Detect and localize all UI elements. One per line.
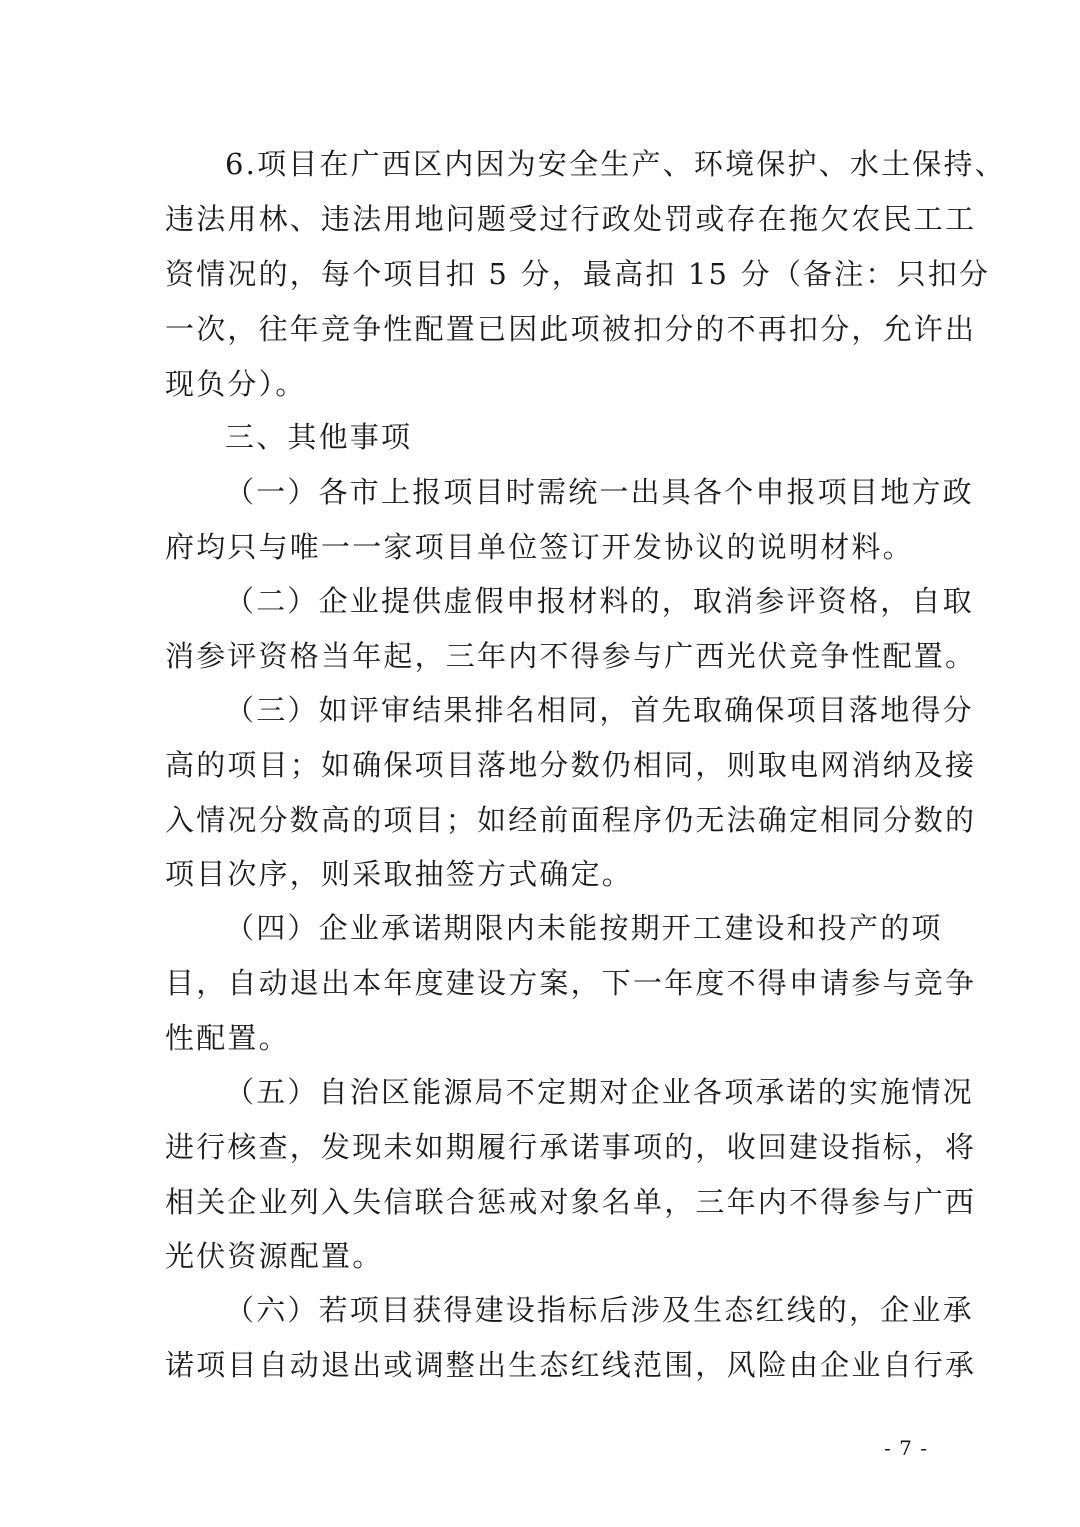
text-line: 目，自动退出本年度建设方案，下一年度不得申请参与竞争 <box>165 966 977 1000</box>
text-line: 进行核查，发现未如期履行承诺事项的，收回建设指标，将 <box>165 1130 977 1164</box>
text-line: 现负分）。 <box>165 367 307 401</box>
page-number: - 7 - <box>884 1436 928 1460</box>
section-heading: 三、其他事项 <box>225 420 413 454</box>
text-line: （三）如评审结果排名相同，首先取确保项目落地得分 <box>225 693 974 727</box>
text-line: 入情况分数高的项目；如经前面程序仍无法确定相同分数的 <box>165 803 977 837</box>
text-line: （六）若项目获得建设指标后涉及生态红线的，企业承 <box>225 1293 974 1327</box>
text-line: （五）自治区能源局不定期对企业各项承诺的实施情况 <box>225 1075 974 1109</box>
text-line: 性配置。 <box>165 1021 290 1055</box>
text-line: 6.项目在广西区内因为安全生产、环境保护、水土保持、 <box>225 147 1006 181</box>
text-line: 相关企业列入失信联合惩戒对象名单，三年内不得参与广西 <box>165 1185 977 1219</box>
text-line: 违法用林、违法用地问题受过行政处罚或存在拖欠农民工工 <box>165 202 977 236</box>
text-line: （二）企业提供虚假申报材料的，取消参评资格，自取 <box>225 584 974 618</box>
text-line: 高的项目；如确保项目落地分数仍相同，则取电网消纳及接 <box>165 748 977 782</box>
text-line: （四）企业承诺期限内未能按期开工建设和投产的项 <box>225 911 943 945</box>
text-line: （一）各市上报项目时需统一出具各个申报项目地方政 <box>225 475 974 509</box>
text-line: 光伏资源配置。 <box>165 1239 384 1273</box>
text-line: 消参评资格当年起，三年内不得参与广西光伏竞争性配置。 <box>165 639 977 673</box>
text-line: 项目次序，则采取抽签方式确定。 <box>165 857 634 891</box>
text-line: 一次，往年竞争性配置已因此项被扣分的不再扣分，允许出 <box>165 312 977 346</box>
text-line: 府均只与唯一一家项目单位签订开发协议的说明材料。 <box>165 530 914 564</box>
text-line: 资情况的，每个项目扣 5 分，最高扣 15 分（备注：只扣分 <box>165 257 991 291</box>
text-line: 诺项目自动退出或调整出生态红线范围，风险由企业自行承 <box>165 1348 977 1382</box>
